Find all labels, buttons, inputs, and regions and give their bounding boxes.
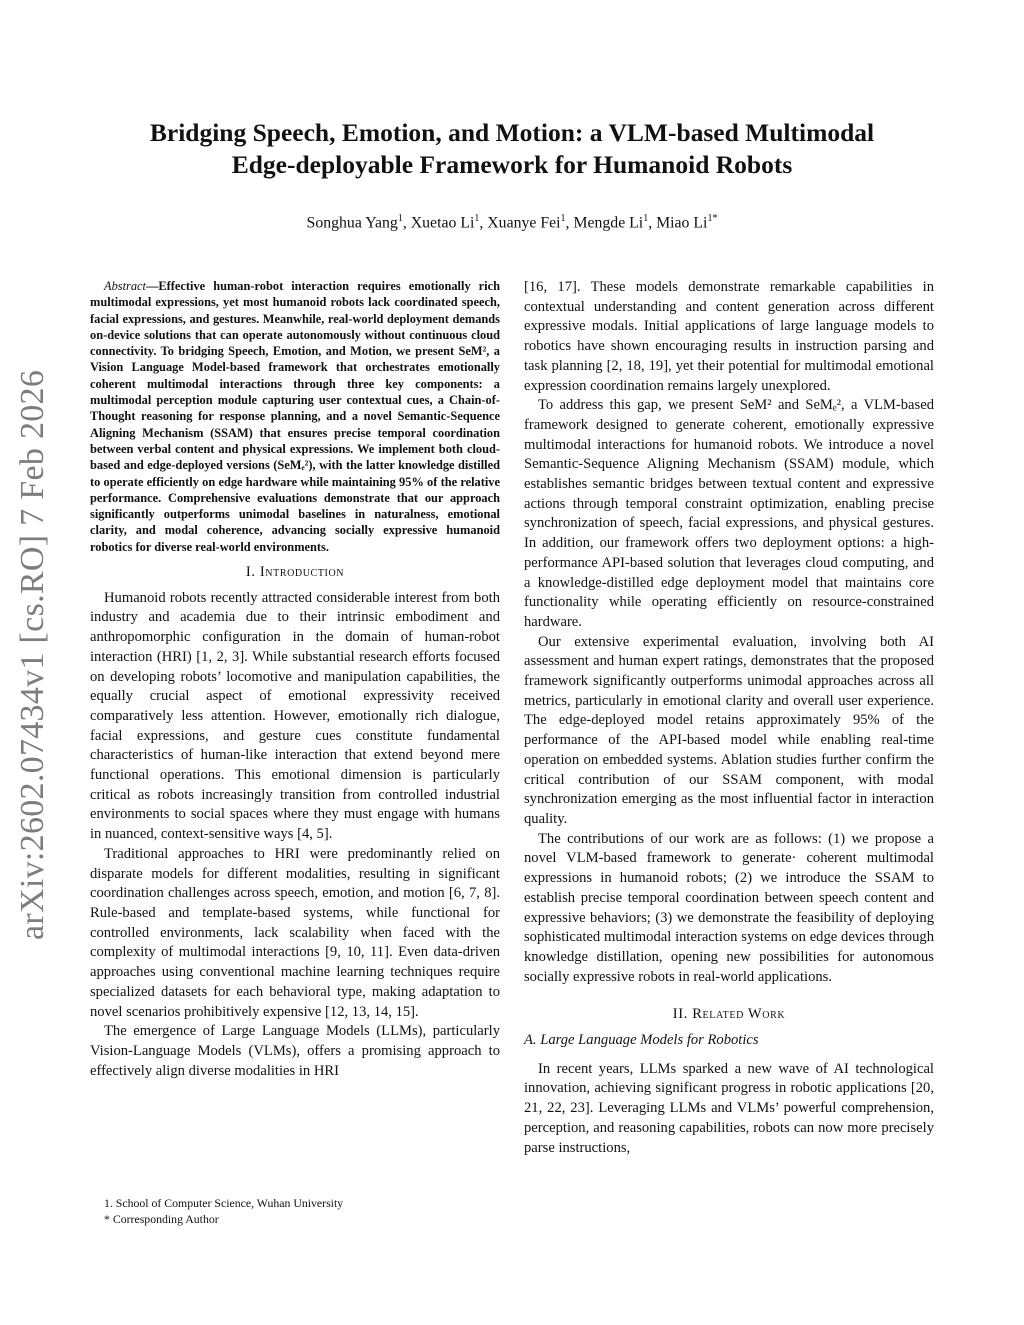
body-paragraph: To address this gap, we present SeM² and SeMₑ², a VLM-based framework designed to generate coherent, emotionally expressive multimodal interactions for humanoid robots. We introduce a novel Semantic-Sequence Aligning Mechanism (SSAM) module, which establishes semantic bridges between textual content and expressive actions through temporal constraint optimization, enabling precise synchronization of speech, facial expressions, and physical gestures. In addition, our framework offers two deployment options: a high-performance API-based solution that leverages cloud computing, and a knowledge-distilled edge deployment model that maintains core functionality while operating efficiently on resource-constrained hardware.: [524, 397, 934, 630]
footnotes: [104, 1196, 500, 1227]
author-list: Songhua Yang$^1$, Xuetao Li$^1$, Xuanye Fei$^1$, Mengde Li$^1$, Miao $Li^{1*}$: [306, 213, 718, 232]
author-affiliation-mark: 1*: [707, 213, 718, 224]
author-affiliation-mark: 1: [397, 213, 403, 224]
abstract-label: Abstract: [104, 279, 146, 293]
author-affiliation-mark: 1: [474, 213, 480, 224]
title-line-1: Bridging Speech, Emotion, and Motion: a VLM-based Multimodal: [149, 118, 875, 147]
section-heading-related-work: II. Related Work: [672, 1006, 786, 1023]
body-paragraph: In recent years, LLMs sparked a new wave of AI technological innovation, achieving significant progress in robotic applications [20, 21, 22, 23]. Leveraging LLMs and VLMs’ powerful comprehension, perception, and reasoning capabilities, robots can now more precisely parse instructions,: [524, 1060, 934, 1156]
right-column: [524, 278, 934, 1158]
body-paragraph: Humanoid robots recently attracted considerable interest from both industry and academia due to their intrinsic embodiment and anthropomorphic configuration in the domain of human-robot interaction (HRI) [1, 2, 3]. While substantial research efforts focused on developing robots’ locomotive and manipulation capabilities, the equally crucial aspect of emotional expressivity received comparatively less attention. However, emotionally rich dialogue, facial expressions, and gesture cues constitute fundamental characteristics of human-like interaction that extend beyond mere functional operations. This emotional dimension is particularly critical as robots increasingly transition from controlled industrial environments to social spaces where they must engage with humans in nuanced, context-sensitive ways [4, 5].: [90, 589, 500, 843]
body-paragraph: Traditional approaches to HRI were predominantly relied on disparate models for different modalities, resulting in significant coordination challenges across speech, emotion, and motion [6, 7, 8]. Rule-based and template-based systems, while functional for controlled environments, lack scalability when faced with the complexity of multimodal interactions [9, 10, 11]. Even data-driven approaches using conventional machine learning techniques require specialized datasets for each behavioral type, making adaptation to novel scenarios prohibitively expensive [12, 13, 14, 15].: [90, 845, 500, 1020]
author-affiliation-mark: 1: [560, 213, 566, 224]
subsection-heading: A. Large Language Models for Robotics: [524, 1032, 759, 1049]
body-paragraph: Our extensive experimental evaluation, involving both AI assessment and human expert ratings, demonstrates that the proposed framework significantly outperforms unimodal approaches across all metrics, particularly in emotional clarity and overall user experience. The edge-deployed model retains approximately 95% of the performance of the API-based model while enabling real-time operation on embedded systems. Ablation studies further confirm the critical contribution of our SSAM component, with modal synchronization emerging as the most influential factor in interaction quality.: [524, 633, 934, 827]
abstract-text: —Effective human-robot interaction requires emotionally rich multimodal expressions, yet most humanoid robots lack coordinated speech, facial expressions, and gestures. Meanwhile, real-world deployment demands on-device solutions that can operate autonomously without continuous cloud connectivity. To bridging Speech, Emotion, and Motion, we present SeM², a Vision Language Model-based framework that orchestrates emotionally coherent multimodal interactions through three key components: a multimodal perception module capturing user contextual cues, a Chain-of-Thought reasoning for response planning, and a novel Semantic-Sequence Aligning Mechanism (SSAM) that ensures precise temporal coordination between verbal content and physical expressions. We implement both cloud-based and edge-deployed versions (SeMₑ²), with the latter knowledge distilled to operate efficiently on edge hardware while maintaining 95% of the relative performance. Comprehensive evaluations demonstrate that our approach significantly outperforms unimodal baselines in naturalness, emotional clarity, and modal coherence, advancing socially expressive humanoid robotics for diverse real-world environments.: [90, 279, 500, 554]
body-paragraph: The emergence of Large Language Models (LLMs), particularly Vision-Language Models (VLMs), offers a promising approach to effectively align diverse modalities in HRI: [90, 1023, 500, 1079]
footnote-corresponding-author: * Corresponding Author: [104, 1211, 219, 1226]
author-name: Xuanye Fei: [487, 214, 561, 232]
author-name: Miao Li: [656, 214, 708, 232]
body-paragraph: [16, 17]. These models demonstrate remarkable capabilities in contextual understanding and content generation across different expressive modals. Initial applications of large language models to robotics have shown encouraging results in instruction parsing and task planning [2, 18, 19], yet their potential for multimodal emotional expression coordination remains largely unexplored.: [524, 279, 934, 394]
body-paragraph: The contributions of our work are as follows: (1) we propose a novel VLM-based framework to generate· coherent multimodal expressions in humanoid robots; (2) we introduce the SSAM to establish precise temporal coordination between speech content and expressive behaviors; (3) we demonstrate the feasibility of deploying sophisticated multimodal interaction systems on edge devices through knowledge distillation, opening new possibilities for autonomous socially expressive robots in real-world applications.: [524, 830, 934, 985]
author-affiliation-mark: 1: [643, 213, 649, 224]
author-name: Songhua Yang: [306, 214, 398, 232]
arxiv-identifier-stamp: arXiv:2602.07434v1 [cs.RO] 7 Feb 2026: [14, 369, 51, 940]
footnote-affiliation: 1. School of Computer Science, Wuhan University: [104, 1196, 344, 1210]
title-line-2: Edge-deployable Framework for Humanoid Robots: [231, 150, 793, 179]
abstract: [90, 278, 500, 555]
author-name: Mengde Li: [573, 214, 644, 232]
paper-title: [80, 117, 944, 181]
author-name: Xuetao Li: [410, 214, 475, 232]
left-column: [90, 278, 500, 1081]
section-heading-introduction: I. Introduction: [245, 564, 345, 581]
